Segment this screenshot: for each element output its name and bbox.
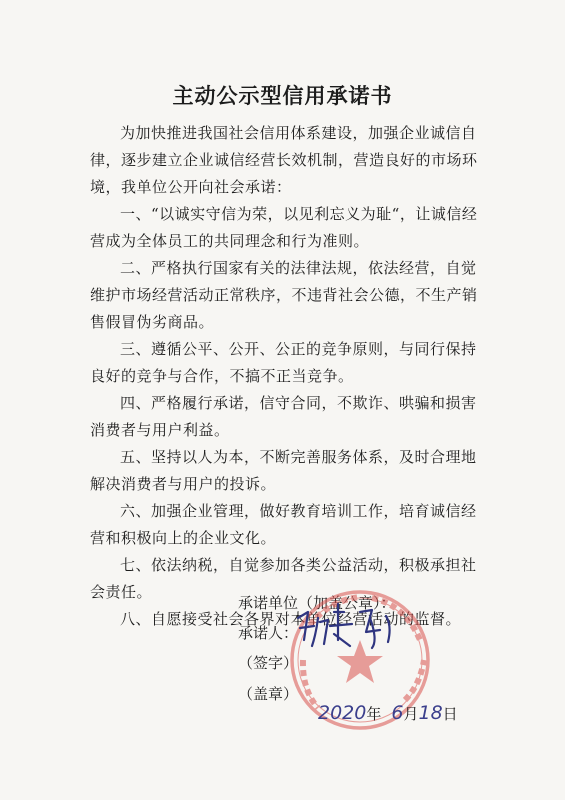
signing-date (318, 702, 458, 724)
commitment-item-1: 一、“以诚实守信为荣，以见利忘义为耻“，让诚信经营成为全体员工的共同理念和行为准则。 (90, 205, 478, 250)
date-year-char: 年 (366, 705, 382, 723)
commitment-item-2: 二、严格执行国家有关的法律法规，依法经营，自觉维护市场经营活动正常秩序，不违背社会公德，不生产销售假冒伪劣商品。 (90, 259, 478, 331)
date-day-char: 日 (442, 705, 458, 723)
signature-note: （签字） (238, 654, 299, 672)
promisor-label: 承诺人： (238, 624, 299, 642)
date-year: 2020 (318, 702, 367, 724)
seal-note: （盖章） (238, 685, 299, 703)
document-title: 主动公示型信用承诺书 (172, 84, 393, 108)
date-day: 18 (418, 702, 443, 724)
commitment-item-8: 八、自愿接受社会各界对本单位经营活动的监督。 (120, 610, 462, 628)
commitment-item-6: 六、加强企业管理，做好教育培训工作，培育诚信经营和积极向上的企业文化。 (90, 502, 477, 547)
commitment-item-7: 七、依法纳税，自觉参加各类公益活动，积极承担社会责任。 (90, 556, 477, 601)
intro-paragraph: 为加快推进我国社会信用体系建设，加强企业诚信自律，逐步建立企业诚信经营长效机制，营造良好的市场环境，我单位公开向社会承诺： (90, 124, 478, 196)
commitment-item-4: 四、严格履行承诺，信守合同，不欺诈、哄骗和损害消费者与用户利益。 (90, 394, 477, 439)
unit-label: 承诺单位（加盖公章）： (238, 594, 396, 612)
commitment-body (90, 120, 480, 633)
commitment-item-3: 三、遵循公平、公开、公正的竞争原则，与同行保持良好的竞争与合作，不搞不正当竞争。 (90, 340, 477, 385)
commitment-item-5: 五、坚持以人为本，不断完善服务体系，及时合理地解决消费者与用户的投诉。 (90, 448, 477, 493)
date-month-char: 月 (403, 705, 419, 723)
date-month: 6 (391, 702, 404, 724)
